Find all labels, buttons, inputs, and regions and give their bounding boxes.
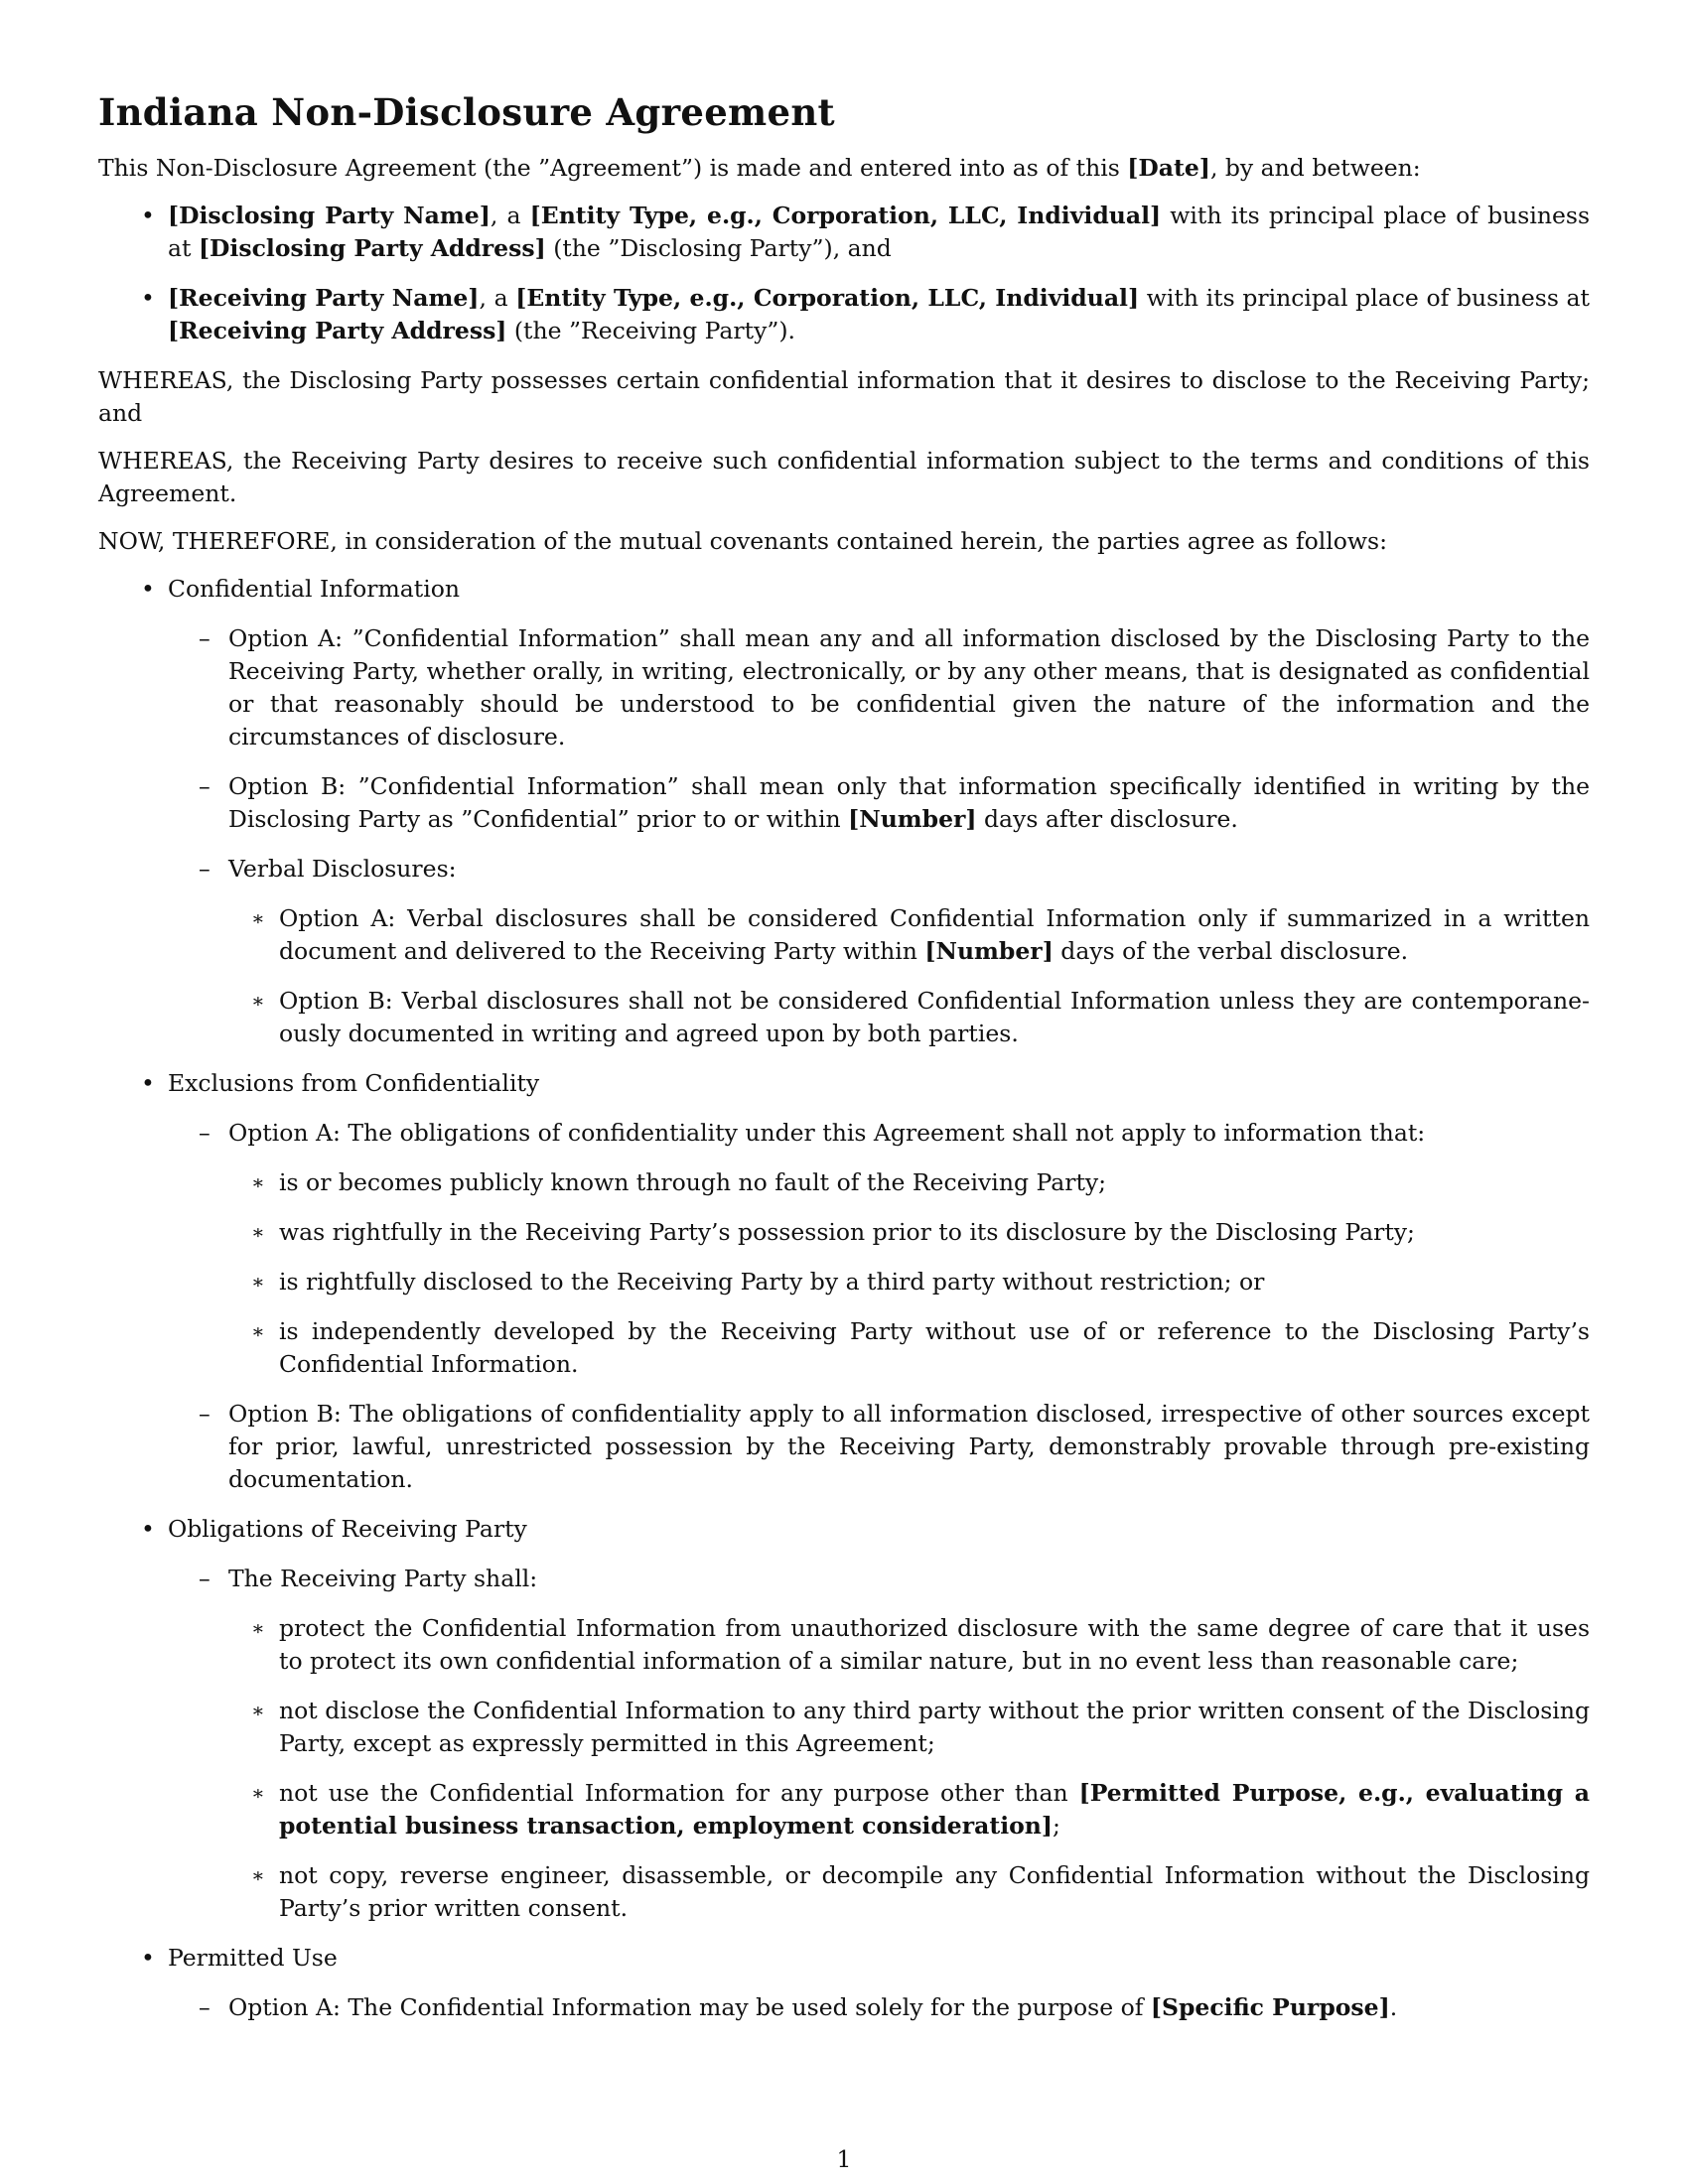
intro-text-end: , by and between: bbox=[1209, 154, 1421, 182]
document-page bbox=[98, 87, 1590, 2041]
sublist bbox=[168, 622, 1590, 1050]
party-text: , a bbox=[479, 284, 516, 312]
section-heading: Permitted Use bbox=[168, 1944, 338, 1972]
exclusion-text: is or becomes publicly known through no fault of the Receiving Party; bbox=[279, 1168, 1107, 1196]
verbal-disclosures-item bbox=[199, 853, 1590, 1050]
obligation-item bbox=[251, 1777, 1590, 1843]
specific-purpose-placeholder: [Specific Purpose] bbox=[1150, 1993, 1390, 2021]
star-marker: ∗ bbox=[251, 1781, 265, 1805]
now-therefore-paragraph: NOW, THEREFORE, in consideration of the mutual covenants contained herein, the parties agree as follows: bbox=[98, 527, 1388, 555]
disclosing-party-name: [Disclosing Party Name] bbox=[168, 202, 491, 229]
party-text: (the ”Receiving Party”). bbox=[506, 317, 796, 344]
dash-marker: – bbox=[199, 624, 211, 652]
option-b-text: Option B: ”Confidential Information” shall mean only that information specifically identified in writing by the Disclosing Party as ”Confidential” prior to or within bbox=[228, 772, 1590, 833]
option-item bbox=[199, 1398, 1590, 1496]
option-a-text-end: . bbox=[1389, 1993, 1398, 2021]
verbal-option-item bbox=[251, 985, 1590, 1050]
party-text: with its principal place of business at bbox=[1139, 284, 1590, 312]
verbal-a-text: Option A: Verbal disclosures shall be considered Confidential Information only if summarized in a written document and delivered to the Receiving Party within bbox=[279, 904, 1590, 965]
obligation-text: not copy, reverse engineer, disassemble, or decompile any Confidential Information without the Disclosing Party’s prior written consent. bbox=[279, 1861, 1590, 1922]
bullet-marker: • bbox=[141, 202, 155, 229]
sublist bbox=[228, 1166, 1590, 1381]
star-marker: ∗ bbox=[251, 906, 265, 930]
dash-marker: – bbox=[199, 855, 211, 883]
date-placeholder: [Date] bbox=[1127, 154, 1210, 182]
verbal-heading: Verbal Disclosures: bbox=[228, 855, 457, 883]
sublist bbox=[228, 1612, 1590, 1925]
star-marker: ∗ bbox=[251, 1863, 265, 1887]
sublist bbox=[228, 902, 1590, 1050]
party-text: , a bbox=[490, 202, 530, 229]
exclusion-text: is independently developed by the Receiving Party without use of or reference to the Disclosing Party’s Confidential Information. bbox=[279, 1317, 1590, 1378]
option-b-text: Option B: The obligations of confidentiality apply to all information disclosed, irrespective of other sources except for prior, lawful, unrestricted possession by the Receiving Party, demonstrably provable through pre-existing documentation. bbox=[228, 1400, 1590, 1493]
verbal-a-text-end: days of the verbal disclosure. bbox=[1053, 937, 1409, 965]
section-confidential-information bbox=[141, 573, 1590, 1050]
section-obligations bbox=[141, 1513, 1590, 1925]
number-placeholder: [Number] bbox=[924, 937, 1054, 965]
option-item bbox=[199, 770, 1590, 836]
option-a-text: Option A: ”Confidential Information” shall mean any and all information disclosed by the Disclosing Party to the Receiving Party, whether orally, in writing, electronically, or by any other means, that is designated as confidential or that reasonably should be understood to be confidential given the nature of the information and the circumstances of disclosure. bbox=[228, 624, 1590, 751]
option-b-text-end: days after disclosure. bbox=[976, 805, 1238, 833]
exclusion-item bbox=[251, 1266, 1590, 1298]
obligations-intro-item bbox=[199, 1563, 1590, 1925]
option-item bbox=[199, 1991, 1590, 2024]
section-heading: Obligations of Receiving Party bbox=[168, 1515, 527, 1543]
star-marker: ∗ bbox=[251, 1319, 265, 1343]
permitted-purpose-placeholder: [Permitted Purpose, e.g., evaluating a potential business transaction, employment consideration] bbox=[279, 1779, 1590, 1840]
obligation-item bbox=[251, 1859, 1590, 1925]
intro-text: This Non-Disclosure Agreement (the ”Agreement”) is made and entered into as of this bbox=[98, 154, 1128, 182]
exclusion-item bbox=[251, 1166, 1590, 1199]
obligation-text-end: ; bbox=[1053, 1812, 1060, 1840]
dash-marker: – bbox=[199, 1993, 211, 2021]
obligation-text: not use the Confidential Information for any purpose other than bbox=[279, 1779, 1079, 1807]
dash-marker: – bbox=[199, 1400, 211, 1428]
obligation-item bbox=[251, 1612, 1590, 1678]
obligations-intro-text: The Receiving Party shall: bbox=[228, 1565, 538, 1592]
obligation-text: not disclose the Confidential Information to any third party without the prior written consent of the Disclosing Party, except as expressly permitted in this Agreement; bbox=[279, 1697, 1590, 1757]
receiving-party-name: [Receiving Party Name] bbox=[168, 284, 480, 312]
document-title: Indiana Non-Disclosure Agreement bbox=[98, 90, 835, 134]
star-marker: ∗ bbox=[251, 1170, 265, 1194]
whereas-paragraph-1: WHEREAS, the Disclosing Party possesses certain confidential information that it desires to disclose to the Receiving Party; and bbox=[98, 366, 1590, 427]
section-heading: Exclusions from Confidentiality bbox=[168, 1069, 540, 1097]
star-marker: ∗ bbox=[251, 1270, 265, 1294]
obligation-item bbox=[251, 1695, 1590, 1760]
party-receiving bbox=[141, 282, 1590, 347]
sublist bbox=[168, 1563, 1590, 1925]
bullet-marker: • bbox=[141, 1944, 155, 1972]
party-disclosing bbox=[141, 200, 1591, 265]
star-marker: ∗ bbox=[251, 1220, 265, 1244]
bullet-marker: • bbox=[141, 575, 155, 603]
section-exclusions bbox=[141, 1067, 1590, 1496]
receiving-entity-type: [Entity Type, e.g., Corporation, LLC, Individual] bbox=[515, 284, 1140, 312]
option-item bbox=[199, 622, 1590, 753]
party-text: with its principal place of business at bbox=[168, 202, 1591, 262]
star-marker: ∗ bbox=[251, 1699, 265, 1722]
star-marker: ∗ bbox=[251, 1616, 265, 1640]
sublist bbox=[168, 1117, 1590, 1496]
intro-paragraph bbox=[98, 152, 1590, 185]
party-text: (the ”Disclosing Party”), and bbox=[545, 234, 892, 262]
obligation-text: protect the Confidential Information from unauthorized disclosure with the same degree of care that it uses to protect its own confidential information of a similar nature, but in no event less than reasonable care; bbox=[279, 1614, 1590, 1675]
sublist bbox=[168, 1991, 1590, 2024]
whereas-paragraph-2: WHEREAS, the Receiving Party desires to receive such confidential information subject to the terms and conditions of this Agreement. bbox=[98, 447, 1590, 507]
section-heading: Confidential Information bbox=[168, 575, 461, 603]
bullet-marker: • bbox=[141, 1069, 155, 1097]
sections-list bbox=[98, 573, 1590, 2024]
page-number: 1 bbox=[836, 2145, 852, 2173]
exclusion-text: was rightfully in the Receiving Party’s possession prior to its disclosure by the Disclosing Party; bbox=[279, 1218, 1415, 1246]
disclosing-party-address: [Disclosing Party Address] bbox=[198, 234, 546, 262]
exclusion-text: is rightfully disclosed to the Receiving Party by a third party without restriction; or bbox=[279, 1268, 1265, 1296]
exclusion-item bbox=[251, 1315, 1590, 1381]
bullet-marker: • bbox=[141, 1515, 155, 1543]
dash-marker: – bbox=[199, 1565, 211, 1592]
option-a-text: Option A: The Confidential Information may be used solely for the purpose of bbox=[228, 1993, 1151, 2021]
verbal-b-text: Option B: Verbal disclosures shall not be considered Confidential Information unless they are contemporane-ously documented in writing and agreed upon by both parties. bbox=[279, 987, 1590, 1047]
option-a-text: Option A: The obligations of confidentiality under this Agreement shall not apply to information that: bbox=[228, 1119, 1426, 1147]
bullet-marker: • bbox=[141, 284, 155, 312]
section-permitted-use bbox=[141, 1942, 1590, 2024]
disclosing-entity-type: [Entity Type, e.g., Corporation, LLC, Individual] bbox=[529, 202, 1162, 229]
option-item bbox=[199, 1117, 1590, 1381]
receiving-party-address: [Receiving Party Address] bbox=[168, 317, 507, 344]
exclusion-item bbox=[251, 1216, 1590, 1249]
dash-marker: – bbox=[199, 772, 211, 800]
parties-list bbox=[98, 200, 1590, 347]
star-marker: ∗ bbox=[251, 989, 265, 1013]
verbal-option-item bbox=[251, 902, 1590, 968]
dash-marker: – bbox=[199, 1119, 211, 1147]
number-placeholder: [Number] bbox=[848, 805, 977, 833]
